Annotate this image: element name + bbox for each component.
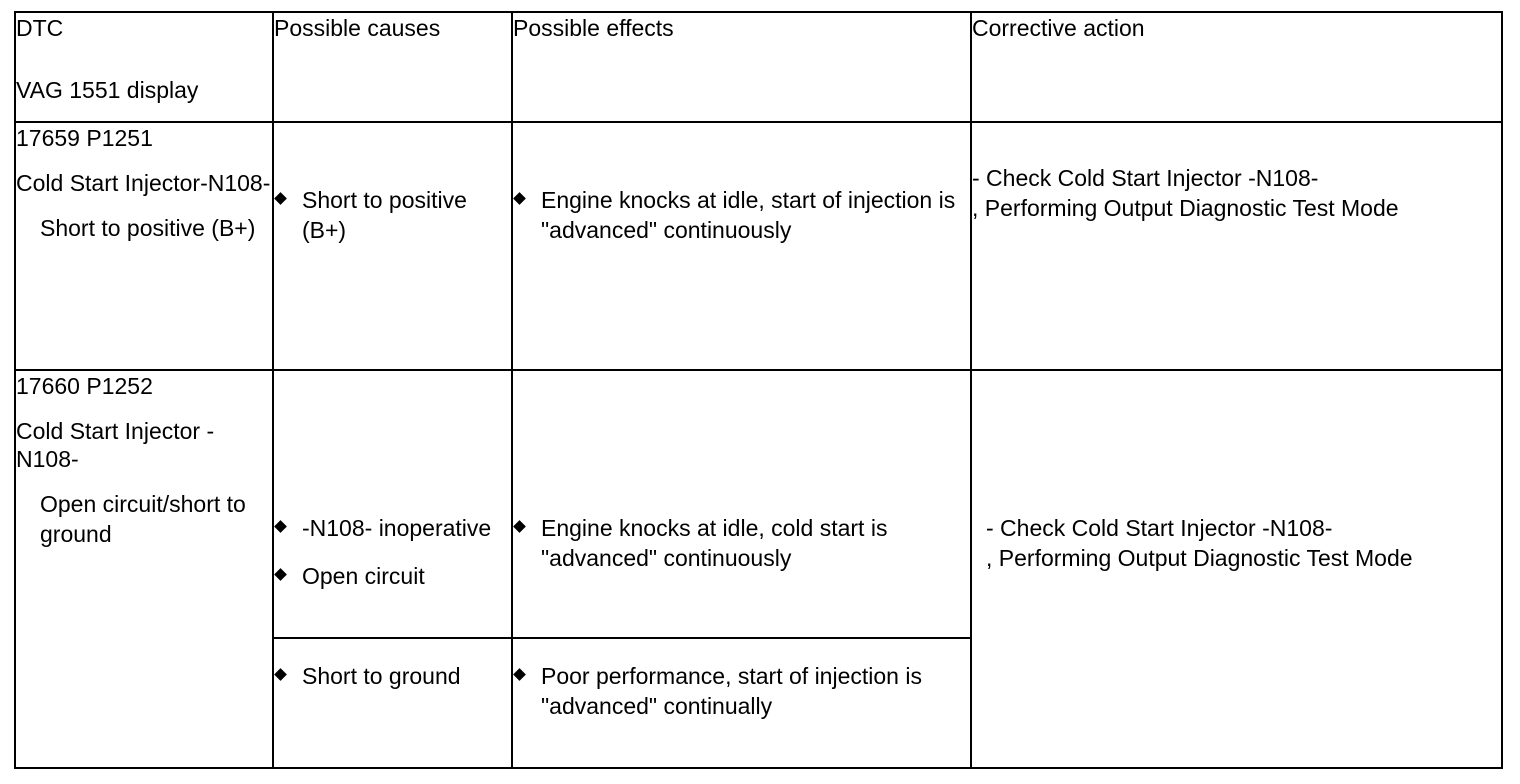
bullet-diamond-icon <box>274 520 287 533</box>
header-vag-display: VAG 1551 display <box>16 77 199 103</box>
causes-cell <box>273 122 512 370</box>
header-causes: Possible causes <box>273 12 512 122</box>
dtc-cell <box>15 122 273 370</box>
action-line-1: - Check Cold Start Injector -N108- <box>986 515 1333 541</box>
list-item <box>274 513 511 543</box>
dtc-cell <box>15 370 273 768</box>
list-item <box>274 561 511 591</box>
bullet-diamond-icon <box>274 192 287 205</box>
effect-text: Engine knocks at idle, cold start is "advanced" continuously <box>541 515 888 571</box>
causes-cell <box>273 370 512 638</box>
effect-text: Engine knocks at idle, start of injection is "advanced" continuously <box>541 187 956 243</box>
cause-text: -N108- inoperative <box>302 515 492 541</box>
effects-cell <box>512 122 971 370</box>
bullet-diamond-icon <box>274 568 287 581</box>
effects-cell <box>512 638 971 768</box>
causes-cell <box>273 638 512 768</box>
effects-cell <box>512 370 971 638</box>
action-cell <box>971 122 1502 370</box>
bullet-diamond-icon <box>513 520 526 533</box>
header-dtc <box>15 12 273 122</box>
action-line-2: , Performing Output Diagnostic Test Mode <box>972 195 1399 221</box>
cause-text: Open circuit <box>302 563 425 589</box>
bullet-diamond-icon <box>513 192 526 205</box>
list-item <box>513 513 970 573</box>
header-dtc-label: DTC <box>16 15 64 41</box>
dtc-condition: Open circuit/short to ground <box>40 491 246 547</box>
dtc-component: Cold Start Injector-N108- <box>16 170 271 196</box>
effect-text: Poor performance, start of injection is "advanced" continually <box>541 663 922 719</box>
table-header-row <box>15 12 1502 122</box>
dtc-table <box>14 11 1503 769</box>
list-item <box>274 661 511 691</box>
header-effects: Possible effects <box>512 12 971 122</box>
cause-text: Short to positive (B+) <box>302 187 467 243</box>
bullet-diamond-icon <box>274 668 287 681</box>
list-item <box>513 185 970 245</box>
action-line-1: - Check Cold Start Injector -N108- <box>972 165 1319 191</box>
dtc-condition: Short to positive (B+) <box>40 215 256 241</box>
table-row <box>15 370 1502 638</box>
dtc-component: Cold Start Injector -N108- <box>16 418 215 472</box>
bullet-diamond-icon <box>513 668 526 681</box>
action-cell <box>971 370 1502 768</box>
list-item <box>274 185 511 245</box>
table-row <box>15 122 1502 370</box>
cause-text: Short to ground <box>302 663 461 689</box>
header-action: Corrective action <box>971 12 1502 122</box>
action-line-2: , Performing Output Diagnostic Test Mode <box>986 545 1413 571</box>
dtc-code: 17660 P1252 <box>16 373 153 399</box>
dtc-code: 17659 P1251 <box>16 125 153 151</box>
list-item <box>513 661 970 721</box>
